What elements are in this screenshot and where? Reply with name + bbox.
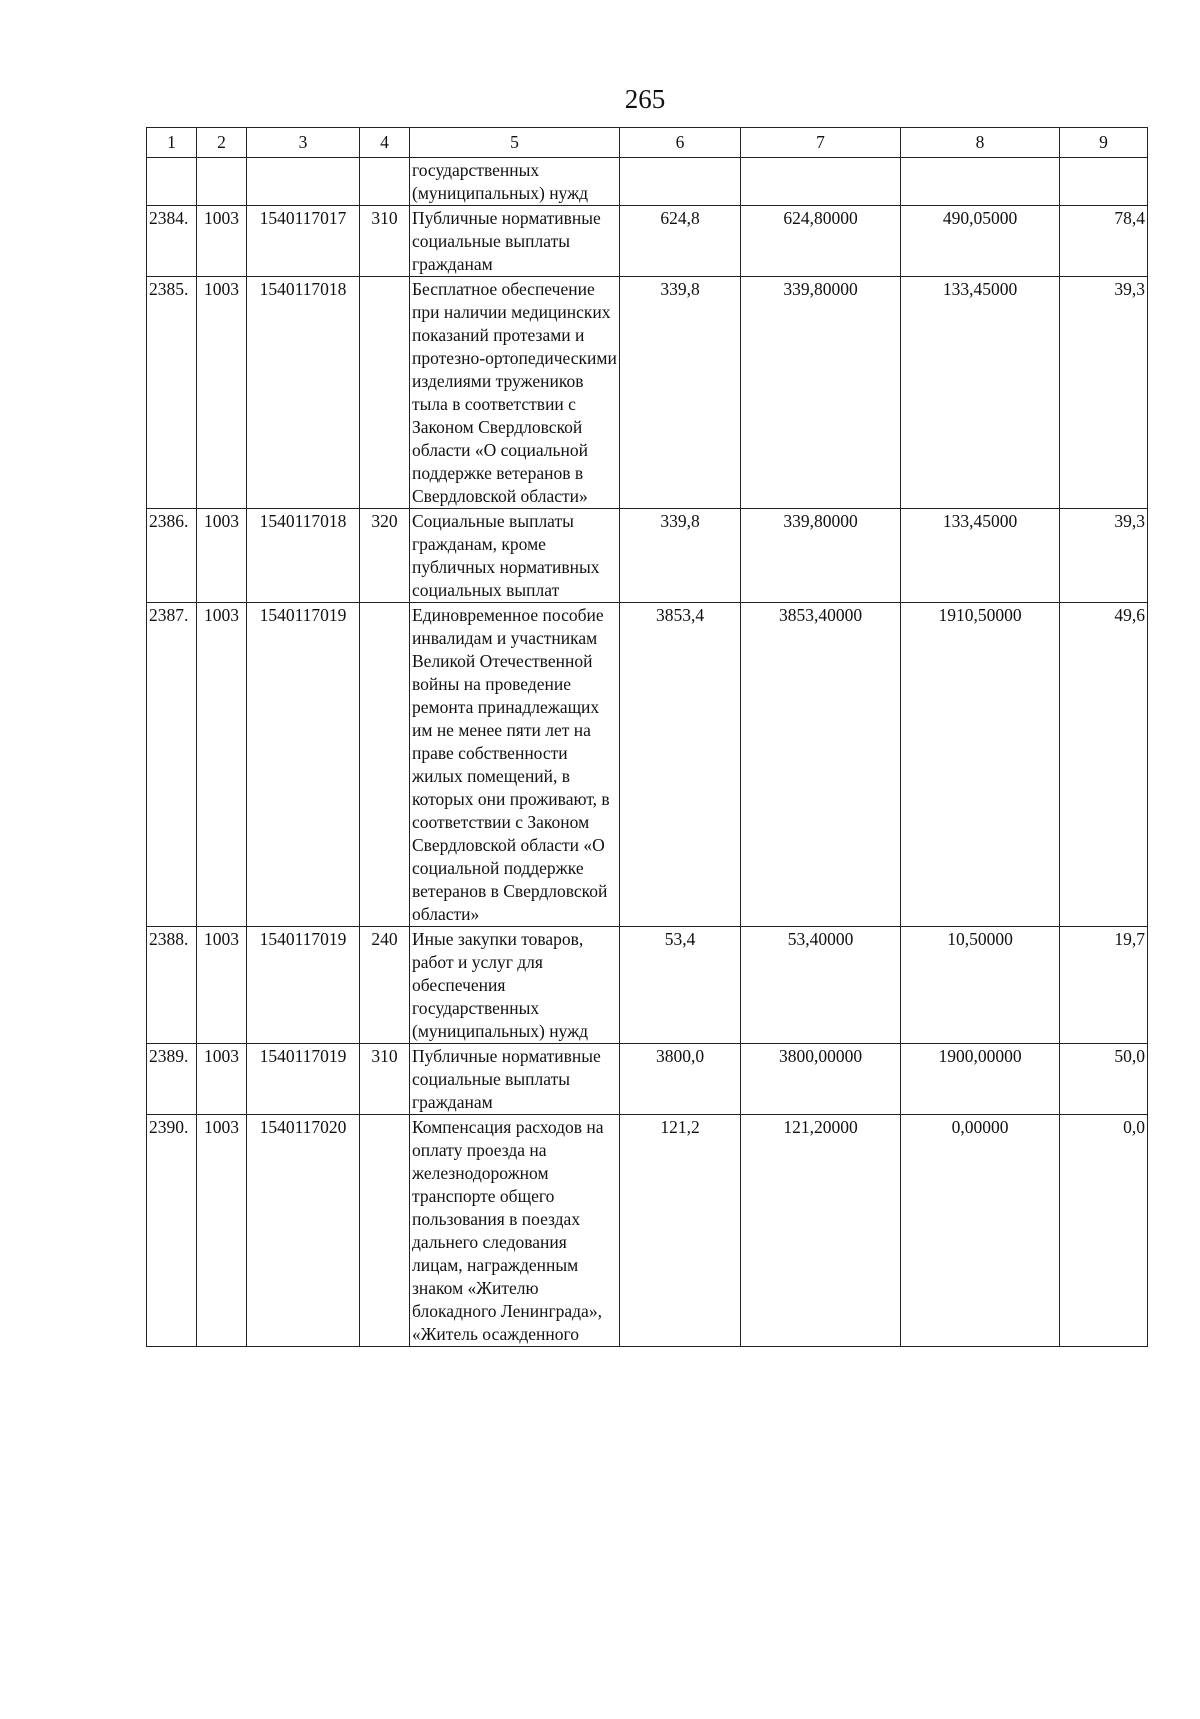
section-code — [197, 158, 247, 206]
col-header-9: 9 — [1060, 128, 1148, 158]
expense-type-code: 240 — [360, 927, 410, 1044]
value-col-9: 39,3 — [1060, 509, 1148, 603]
value-col-6: 53,4 — [620, 927, 741, 1044]
value-col-6: 339,8 — [620, 277, 741, 509]
value-col-8 — [901, 158, 1060, 206]
value-col-8: 1900,00000 — [901, 1044, 1060, 1115]
col-header-1: 1 — [147, 128, 197, 158]
expense-type-code: 320 — [360, 509, 410, 603]
section-code: 1003 — [197, 603, 247, 927]
table-row — [147, 277, 1148, 509]
item-name: Единовременное пособие инвалидам и участникам Великой Отечественной войны на проведение ремонта принадлежащих им не менее пяти лет на праве собственности жилых помещений, в которых они проживают, в соответствии с Законом Свердловской области «О социальной поддержке ветеранов в Свердловской области» — [410, 603, 620, 927]
col-header-4: 4 — [360, 128, 410, 158]
budget-table — [146, 127, 1148, 1347]
table-row — [147, 927, 1148, 1044]
col-header-3: 3 — [247, 128, 360, 158]
row-number: 2389. — [147, 1044, 197, 1115]
section-code: 1003 — [197, 509, 247, 603]
value-col-9: 50,0 — [1060, 1044, 1148, 1115]
col-header-7: 7 — [741, 128, 901, 158]
value-col-7: 3853,40000 — [741, 603, 901, 927]
expense-type-code: 310 — [360, 1044, 410, 1115]
item-name: Бесплатное обеспечение при наличии медицинских показаний протезами и протезно-ортопедическими изделиями тружеников тыла в соответствии с Законом Свердловской области «О социальной поддержке ветеранов в Свердловской области» — [410, 277, 620, 509]
page-number: 265 — [624, 84, 666, 114]
target-article-code: 1540117018 — [247, 277, 360, 509]
value-col-7: 121,20000 — [741, 1115, 901, 1347]
table-row — [147, 158, 1148, 206]
value-col-7: 624,80000 — [741, 206, 901, 277]
value-col-7 — [741, 158, 901, 206]
target-article-code: 1540117019 — [247, 1044, 360, 1115]
section-code: 1003 — [197, 1115, 247, 1347]
target-article-code: 1540117019 — [247, 927, 360, 1044]
value-col-8: 10,50000 — [901, 927, 1060, 1044]
section-code: 1003 — [197, 277, 247, 509]
value-col-9 — [1060, 158, 1148, 206]
target-article-code: 1540117020 — [247, 1115, 360, 1347]
value-col-9: 19,7 — [1060, 927, 1148, 1044]
value-col-9: 39,3 — [1060, 277, 1148, 509]
col-header-2: 2 — [197, 128, 247, 158]
value-col-6: 121,2 — [620, 1115, 741, 1347]
item-name: Компенсация расходов на оплату проезда на железнодорожном транспорте общего пользования в поездах дальнего следования лицам, награжденным знаком «Жителю блокадного Ленинграда», «Житель осажденного — [410, 1115, 620, 1347]
value-col-6 — [620, 158, 741, 206]
col-header-8: 8 — [901, 128, 1060, 158]
row-number — [147, 158, 197, 206]
value-col-6: 3800,0 — [620, 1044, 741, 1115]
section-code: 1003 — [197, 206, 247, 277]
row-number: 2384. — [147, 206, 197, 277]
expense-type-code — [360, 603, 410, 927]
expense-type-code — [360, 277, 410, 509]
row-number: 2390. — [147, 1115, 197, 1347]
value-col-7: 339,80000 — [741, 277, 901, 509]
column-number-header-row — [147, 128, 1148, 158]
value-col-7: 339,80000 — [741, 509, 901, 603]
col-header-5: 5 — [410, 128, 620, 158]
value-col-9: 49,6 — [1060, 603, 1148, 927]
value-col-9: 0,0 — [1060, 1115, 1148, 1347]
value-col-7: 53,40000 — [741, 927, 901, 1044]
item-name: Социальные выплаты гражданам, кроме публичных нормативных социальных выплат — [410, 509, 620, 603]
table-row — [147, 1044, 1148, 1115]
value-col-7: 3800,00000 — [741, 1044, 901, 1115]
item-name: Публичные нормативные социальные выплаты гражданам — [410, 206, 620, 277]
target-article-code: 1540117018 — [247, 509, 360, 603]
item-name: Иные закупки товаров, работ и услуг для обеспечения государственных (муниципальных) нужд — [410, 927, 620, 1044]
value-col-6: 339,8 — [620, 509, 741, 603]
table-row — [147, 603, 1148, 927]
table-row — [147, 206, 1148, 277]
value-col-8: 490,05000 — [901, 206, 1060, 277]
table-row — [147, 1115, 1148, 1347]
value-col-8: 133,45000 — [901, 277, 1060, 509]
table-row — [147, 509, 1148, 603]
item-name: Публичные нормативные социальные выплаты гражданам — [410, 1044, 620, 1115]
row-number: 2388. — [147, 927, 197, 1044]
value-col-6: 3853,4 — [620, 603, 741, 927]
section-code: 1003 — [197, 927, 247, 1044]
target-article-code: 1540117017 — [247, 206, 360, 277]
value-col-6: 624,8 — [620, 206, 741, 277]
target-article-code: 1540117019 — [247, 603, 360, 927]
target-article-code — [247, 158, 360, 206]
row-number: 2386. — [147, 509, 197, 603]
item-name: государственных (муниципальных) нужд — [410, 158, 620, 206]
value-col-8: 0,00000 — [901, 1115, 1060, 1347]
value-col-8: 133,45000 — [901, 509, 1060, 603]
expense-type-code: 310 — [360, 206, 410, 277]
section-code: 1003 — [197, 1044, 247, 1115]
row-number: 2387. — [147, 603, 197, 927]
value-col-8: 1910,50000 — [901, 603, 1060, 927]
col-header-6: 6 — [620, 128, 741, 158]
row-number: 2385. — [147, 277, 197, 509]
expense-type-code — [360, 1115, 410, 1347]
value-col-9: 78,4 — [1060, 206, 1148, 277]
expense-type-code — [360, 158, 410, 206]
